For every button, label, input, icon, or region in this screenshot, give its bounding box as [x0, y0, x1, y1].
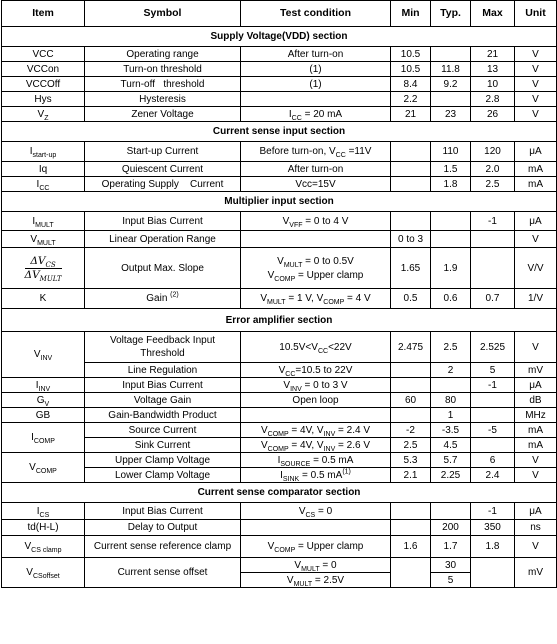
cell-unit: MHz	[515, 408, 557, 423]
cell-symbol: Start-up Current	[85, 142, 241, 162]
cell-unit: V	[515, 468, 557, 483]
cell-test: $V_{MULT} = 0$	[241, 558, 391, 573]
cell-item	[2, 248, 85, 289]
cell-test: Before turn-on, $V_{CC} =11V$	[241, 142, 391, 162]
cell-min	[391, 162, 431, 177]
cell-unit: μA	[515, 503, 557, 520]
cell-symbol: Hysteresis	[85, 92, 241, 107]
cell-typ: 1.5	[431, 162, 471, 177]
cell-max: 120	[471, 142, 515, 162]
cell-symbol: Delay to Output	[85, 520, 241, 536]
cell-typ: 1.8	[431, 177, 471, 192]
table-row	[2, 438, 557, 453]
table-row	[2, 378, 557, 393]
cell-item: VCC	[2, 47, 85, 62]
cell-symbol: Current sense reference clamp	[85, 536, 241, 558]
cell-typ: 110	[431, 142, 471, 162]
cell-item: $I_{COMP}$	[2, 423, 85, 453]
cell-max: 13	[471, 62, 515, 77]
cell-typ: 2.25	[431, 468, 471, 483]
cell-min	[391, 212, 431, 231]
table-row	[2, 536, 557, 558]
cell-unit: V	[515, 77, 557, 92]
cell-unit: V	[515, 332, 557, 363]
section-row	[2, 27, 557, 47]
table-row	[2, 177, 557, 192]
cell-typ: 200	[431, 520, 471, 536]
table-row	[2, 92, 557, 107]
cell-symbol: Input Bias Current	[85, 378, 241, 393]
cell-test: $I_{SINK} = 0.5$ $mA^{(1)}$	[241, 468, 391, 483]
electrical-characteristics-table	[1, 0, 557, 588]
header-max: Max	[471, 1, 515, 27]
cell-symbol: Linear Operation Range	[85, 231, 241, 248]
cell-min	[391, 177, 431, 192]
cell-typ: 1.9	[431, 248, 471, 289]
cell-min: 1.65	[391, 248, 431, 289]
cell-test: $V_{MULT} = 2.5V$	[241, 573, 391, 588]
cell-min: 2.1	[391, 468, 431, 483]
cell-max	[471, 558, 515, 588]
cell-item: $V_{CS clamp}$	[2, 536, 85, 558]
cell-min: 1.6	[391, 536, 431, 558]
cell-max: -1	[471, 378, 515, 393]
cell-unit: mV	[515, 558, 557, 588]
cell-test: $V_{MULT} = 0$ to 0.5V $V_{COMP}$ = Upper clamp	[241, 248, 391, 289]
cell-unit: mA	[515, 438, 557, 453]
cell-max: -1	[471, 503, 515, 520]
cell-item: $V_{CSoffset}$	[2, 558, 85, 588]
cell-unit: V	[515, 231, 557, 248]
header-test-condition: Test condition	[241, 1, 391, 27]
cell-test: $V_{VFF} = 0$ to 4 V	[241, 212, 391, 231]
cell-typ: 5	[431, 573, 471, 588]
cell-item: $I_{CC}$	[2, 177, 85, 192]
table-row	[2, 453, 557, 468]
header-row	[2, 1, 557, 27]
cell-unit: dB	[515, 393, 557, 408]
cell-typ	[431, 503, 471, 520]
cell-max: 10	[471, 77, 515, 92]
cell-unit: μA	[515, 142, 557, 162]
cell-min: 2.475	[391, 332, 431, 363]
cell-typ	[431, 47, 471, 62]
cell-max: 0.7	[471, 289, 515, 309]
header-symbol: Symbol	[85, 1, 241, 27]
cell-unit: V	[515, 453, 557, 468]
table-row	[2, 47, 557, 62]
cell-typ: 1.7	[431, 536, 471, 558]
cell-unit: mA	[515, 162, 557, 177]
section-row	[2, 192, 557, 212]
cell-test: $V_{INV} = 0$ to 3 V	[241, 378, 391, 393]
cell-min: 2.5	[391, 438, 431, 453]
cell-symbol: Turn-on threshold	[85, 62, 241, 77]
table-row	[2, 62, 557, 77]
cell-item: $I_{start-up}$	[2, 142, 85, 162]
cell-item: $G_V$	[2, 393, 85, 408]
table-row	[2, 423, 557, 438]
cell-typ	[431, 231, 471, 248]
cell-max: -1	[471, 212, 515, 231]
header-typ: Typ.	[431, 1, 471, 27]
cell-max	[471, 408, 515, 423]
cell-unit: mA	[515, 177, 557, 192]
header-unit: Unit	[515, 1, 557, 27]
table-row	[2, 332, 557, 363]
cell-typ: 1	[431, 408, 471, 423]
cell-unit: mA	[515, 423, 557, 438]
cell-typ	[431, 92, 471, 107]
slope-fraction: $\frac{\Delta V_{CS}}{\Delta V_{MULT}}$	[24, 254, 62, 283]
cell-typ: 5.7	[431, 453, 471, 468]
cell-max: 2.4	[471, 468, 515, 483]
cell-min: 10.5	[391, 62, 431, 77]
cell-symbol: Gain $^{(2)}$	[85, 289, 241, 309]
cell-symbol: Input Bias Current	[85, 503, 241, 520]
cell-item: $I_{CS}$	[2, 503, 85, 520]
cell-unit: V	[515, 47, 557, 62]
cell-typ: 2	[431, 363, 471, 378]
cell-unit: V	[515, 107, 557, 122]
cell-max: 6	[471, 453, 515, 468]
section-title-supply: Supply Voltage(VDD) section	[2, 27, 557, 47]
section-row	[2, 309, 557, 332]
cell-symbol: Lower Clamp Voltage	[85, 468, 241, 483]
cell-item: GB	[2, 408, 85, 423]
table-row	[2, 142, 557, 162]
cell-typ	[431, 378, 471, 393]
cell-unit: V	[515, 536, 557, 558]
cell-test: $V_{CC}=10.5$ to 22V	[241, 363, 391, 378]
cell-max: 2.0	[471, 162, 515, 177]
cell-typ	[431, 212, 471, 231]
cell-min: -2	[391, 423, 431, 438]
cell-item: Iq	[2, 162, 85, 177]
cell-symbol: Output Max. Slope	[85, 248, 241, 289]
cell-unit: V/V	[515, 248, 557, 289]
cell-test	[241, 520, 391, 536]
table-row	[2, 162, 557, 177]
cell-min: 10.5	[391, 47, 431, 62]
cell-test: $V_{MULT} = 1$ V, $V_{COMP} = 4$ V	[241, 289, 391, 309]
cell-test	[241, 92, 391, 107]
table-row	[2, 107, 557, 122]
cell-test: $V_{COMP} = 4V$, $V_{INV} = 2.6$ V	[241, 438, 391, 453]
cell-item: K	[2, 289, 85, 309]
cell-min	[391, 142, 431, 162]
cell-symbol: Zener Voltage	[85, 107, 241, 122]
cell-item: $V_Z$	[2, 107, 85, 122]
cell-min: 8.4	[391, 77, 431, 92]
cell-test: After turn-on	[241, 47, 391, 62]
cell-max: 2.5	[471, 177, 515, 192]
cell-test: Open loop	[241, 393, 391, 408]
section-title-multiplier: Multiplier input section	[2, 192, 557, 212]
cell-symbol: Operating range	[85, 47, 241, 62]
cell-max: 5	[471, 363, 515, 378]
table-row	[2, 503, 557, 520]
cell-item: $I_{MULT}$	[2, 212, 85, 231]
cell-test: $V_{CS} = 0$	[241, 503, 391, 520]
cell-unit: μA	[515, 212, 557, 231]
cell-min: 0 to 3	[391, 231, 431, 248]
cell-typ: 11.8	[431, 62, 471, 77]
cell-test: After turn-on	[241, 162, 391, 177]
header-item: Item	[2, 1, 85, 27]
cell-min: 21	[391, 107, 431, 122]
cell-item: VCCOff	[2, 77, 85, 92]
cell-symbol: Quiescent Current	[85, 162, 241, 177]
cell-item: $V_{INV}$	[2, 332, 85, 378]
table-row	[2, 363, 557, 378]
cell-max: 350	[471, 520, 515, 536]
table-row	[2, 520, 557, 536]
cell-min	[391, 378, 431, 393]
cell-item: Hys	[2, 92, 85, 107]
cell-symbol: Line Regulation	[85, 363, 241, 378]
cell-typ: 2.5	[431, 332, 471, 363]
cell-item: $V_{MULT}$	[2, 231, 85, 248]
cell-symbol: Current sense offset	[85, 558, 241, 588]
section-title-error-amp: Error amplifier section	[2, 309, 557, 332]
table-row	[2, 212, 557, 231]
cell-symbol: Sink Current	[85, 438, 241, 453]
cell-unit: V	[515, 62, 557, 77]
cell-min	[391, 408, 431, 423]
cell-test: (1)	[241, 62, 391, 77]
cell-unit: ns	[515, 520, 557, 536]
cell-test: $10.5V<V_{CC}<22V$	[241, 332, 391, 363]
cell-typ: 23	[431, 107, 471, 122]
cell-symbol: Voltage Gain	[85, 393, 241, 408]
cell-max: 2.525	[471, 332, 515, 363]
cell-test: $I_{CC} = 20$ mA	[241, 107, 391, 122]
table-row	[2, 393, 557, 408]
cell-min	[391, 558, 431, 588]
cell-max: 1.8	[471, 536, 515, 558]
table-row	[2, 289, 557, 309]
cell-symbol: Input Bias Current	[85, 212, 241, 231]
cell-max	[471, 231, 515, 248]
table-row	[2, 248, 557, 289]
cell-typ: 9.2	[431, 77, 471, 92]
cell-unit: 1/V	[515, 289, 557, 309]
cell-max: -5	[471, 423, 515, 438]
cell-item: VCCon	[2, 62, 85, 77]
table-row	[2, 231, 557, 248]
cell-min	[391, 503, 431, 520]
cell-symbol: Source Current	[85, 423, 241, 438]
table-row	[2, 408, 557, 423]
header-min: Min	[391, 1, 431, 27]
section-row	[2, 122, 557, 142]
cell-item: $V_{COMP}$	[2, 453, 85, 483]
cell-unit: mV	[515, 363, 557, 378]
cell-max: 2.8	[471, 92, 515, 107]
table-row	[2, 468, 557, 483]
section-title-current-sense: Current sense input section	[2, 122, 557, 142]
cell-min: 2.2	[391, 92, 431, 107]
cell-typ: 4.5	[431, 438, 471, 453]
cell-max	[471, 438, 515, 453]
cell-test	[241, 231, 391, 248]
cell-symbol: Operating Supply Current	[85, 177, 241, 192]
cell-min	[391, 363, 431, 378]
cell-unit: V	[515, 92, 557, 107]
cell-item: $I_{INV}$	[2, 378, 85, 393]
cell-symbol: Gain-Bandwidth Product	[85, 408, 241, 423]
cell-symbol: Upper Clamp Voltage	[85, 453, 241, 468]
cell-test: (1)	[241, 77, 391, 92]
cell-max	[471, 393, 515, 408]
cell-symbol: Voltage Feedback Input Threshold	[85, 332, 241, 363]
section-title-comparator: Current sense comparator section	[2, 483, 557, 503]
cell-min: 60	[391, 393, 431, 408]
cell-unit: μA	[515, 378, 557, 393]
cell-max: 26	[471, 107, 515, 122]
cell-test: Vcc=15V	[241, 177, 391, 192]
table-row	[2, 77, 557, 92]
cell-typ: -3.5	[431, 423, 471, 438]
cell-typ: 0.6	[431, 289, 471, 309]
cell-test	[241, 408, 391, 423]
cell-max	[471, 248, 515, 289]
cell-max: 21	[471, 47, 515, 62]
cell-min: 5.3	[391, 453, 431, 468]
section-row	[2, 483, 557, 503]
cell-min	[391, 520, 431, 536]
cell-min: 0.5	[391, 289, 431, 309]
cell-typ: 80	[431, 393, 471, 408]
cell-item: td(H-L)	[2, 520, 85, 536]
cell-test: $I_{SOURCE} = 0.5$ mA	[241, 453, 391, 468]
table-row	[2, 558, 557, 573]
cell-symbol: Turn-off threshold	[85, 77, 241, 92]
cell-test: $V_{COMP}$ = Upper clamp	[241, 536, 391, 558]
cell-test: $V_{COMP} = 4V$, $V_{INV} = 2.4$ V	[241, 423, 391, 438]
cell-typ: 30	[431, 558, 471, 573]
